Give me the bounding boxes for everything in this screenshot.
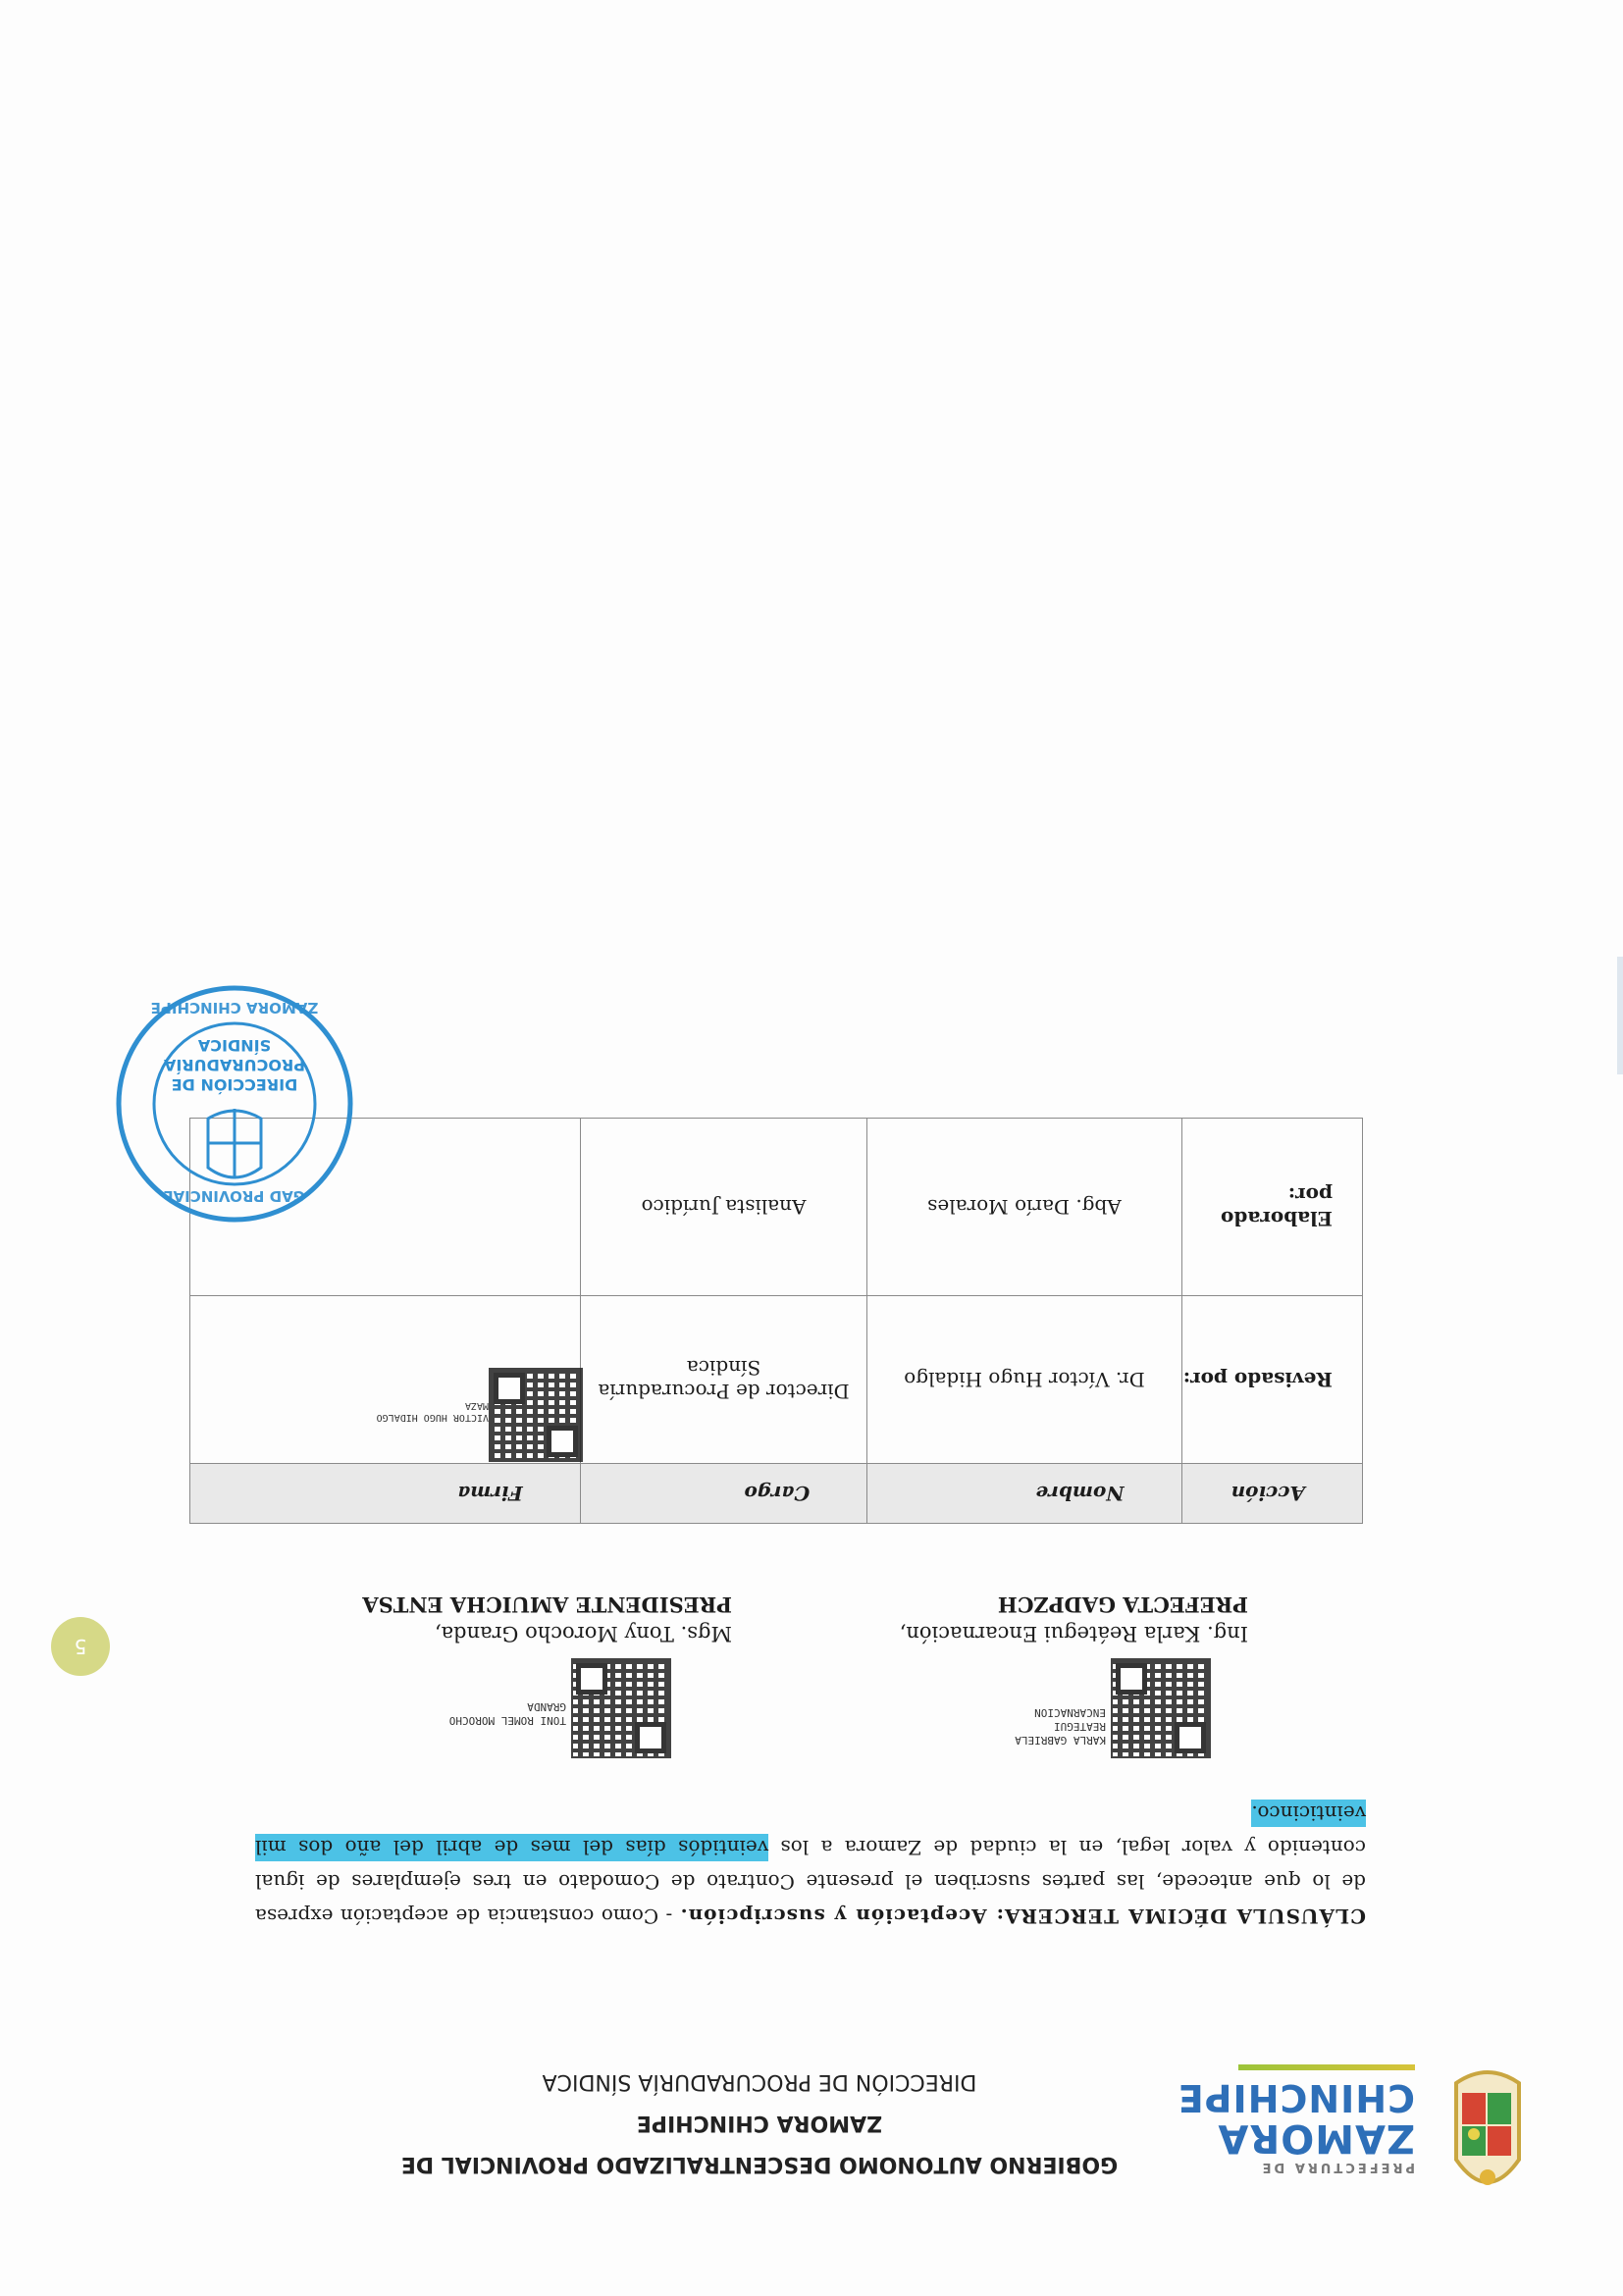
signature-qr-label-text: KARLA GABRIELA REATEGUI ENCARNACION bbox=[1015, 1706, 1106, 1747]
clause-title: CLÁUSULA DÉCIMA TERCERA: Aceptación y suscripción. bbox=[679, 1905, 1366, 1928]
approvals-table bbox=[189, 1118, 1363, 1524]
department-name: DIRECCIÓN DE PROCURADURÍA SÍNDICA bbox=[542, 2069, 977, 2094]
table-row bbox=[190, 1119, 1363, 1296]
logo-name-line2: CHINCHIPE bbox=[1177, 2076, 1415, 2119]
signer-name: Mgs. Tony Morocho Granda, bbox=[434, 1622, 732, 1645]
signature-qr-code bbox=[571, 1658, 671, 1758]
clause-body: - Como constancia de aceptación expresa de lo que antecede, las partes suscriben el presente Contrato de Comodato en tres ejemplares de igual contenido y valor legal, en la ciudad de Zamora a los bbox=[255, 1836, 1366, 1928]
page-number-badge: 5 bbox=[51, 1617, 110, 1676]
signature-qr-code bbox=[1111, 1658, 1211, 1758]
stamp-text-line2: PROCURADURÍA bbox=[163, 1056, 306, 1074]
cell-accion: Elaborado por: bbox=[1181, 1119, 1362, 1296]
scan-edge-mark bbox=[1617, 957, 1623, 1074]
signature-qr-label bbox=[399, 1699, 566, 1727]
logo-name-line1: ZAMORA bbox=[1217, 2115, 1415, 2161]
institution-name-line1: GOBIERNO AUTONOMO DESCENTRALIZADO PROVINCIAL DE bbox=[400, 2152, 1119, 2176]
cell-accion: Revisado por: bbox=[1181, 1296, 1362, 1464]
signature-qr-label bbox=[939, 1705, 1106, 1747]
signature-qr-label: VICTOR HUGO HIDALGO MAZA bbox=[376, 1400, 489, 1423]
cell-cargo: Analista Jurídico bbox=[580, 1119, 867, 1296]
signer-block-presidente bbox=[362, 1590, 732, 1648]
stamp-text-line3: SÍNDICA bbox=[197, 1036, 272, 1055]
column-header-cargo: Cargo bbox=[580, 1464, 867, 1524]
official-stamp bbox=[112, 981, 357, 1226]
table-header-row bbox=[190, 1464, 1363, 1524]
logo-label: PREFECTURA DE bbox=[1259, 2160, 1415, 2174]
cell-cargo: Director de Procuraduría Síndica bbox=[580, 1296, 867, 1464]
table-row bbox=[190, 1296, 1363, 1464]
column-header-nombre: Nombre bbox=[867, 1464, 1181, 1524]
highlighted-date-text: veintidós días del mes de abril del año dos mil veinticinco. bbox=[255, 1801, 1366, 1859]
stamp-text-line1: DIRECCIÓN DE bbox=[171, 1075, 298, 1094]
cell-nombre: Dr. Víctor Hugo Hidalgo bbox=[867, 1296, 1181, 1464]
logo-accent-bar bbox=[1238, 2064, 1415, 2070]
signer-block-prefecta bbox=[900, 1590, 1248, 1648]
signer-role: PREFECTA GADPZCH bbox=[997, 1592, 1248, 1617]
institution-name-line2: ZAMORA CHINCHIPE bbox=[636, 2111, 883, 2135]
cell-nombre: Abg. Darío Morales bbox=[867, 1119, 1181, 1296]
signer-name: Ing. Karla Reátegui Encarnación, bbox=[899, 1622, 1248, 1645]
column-header-accion: Acción bbox=[1181, 1464, 1362, 1524]
svg-text:GAD PROVINCIAL: GAD PROVINCIAL bbox=[164, 1187, 305, 1205]
svg-text:ZAMORA CHINCHIPE: ZAMORA CHINCHIPE bbox=[150, 999, 319, 1017]
signer-role: PRESIDENTE AMUICHA ENTSA bbox=[362, 1592, 732, 1617]
signature-qr-label-text: TONI ROMEL MOROCHO GRANDA bbox=[448, 1700, 566, 1727]
column-header-firma: Firma bbox=[190, 1464, 581, 1524]
clause-paragraph bbox=[255, 1796, 1366, 1933]
signature-qr-code bbox=[489, 1368, 583, 1462]
